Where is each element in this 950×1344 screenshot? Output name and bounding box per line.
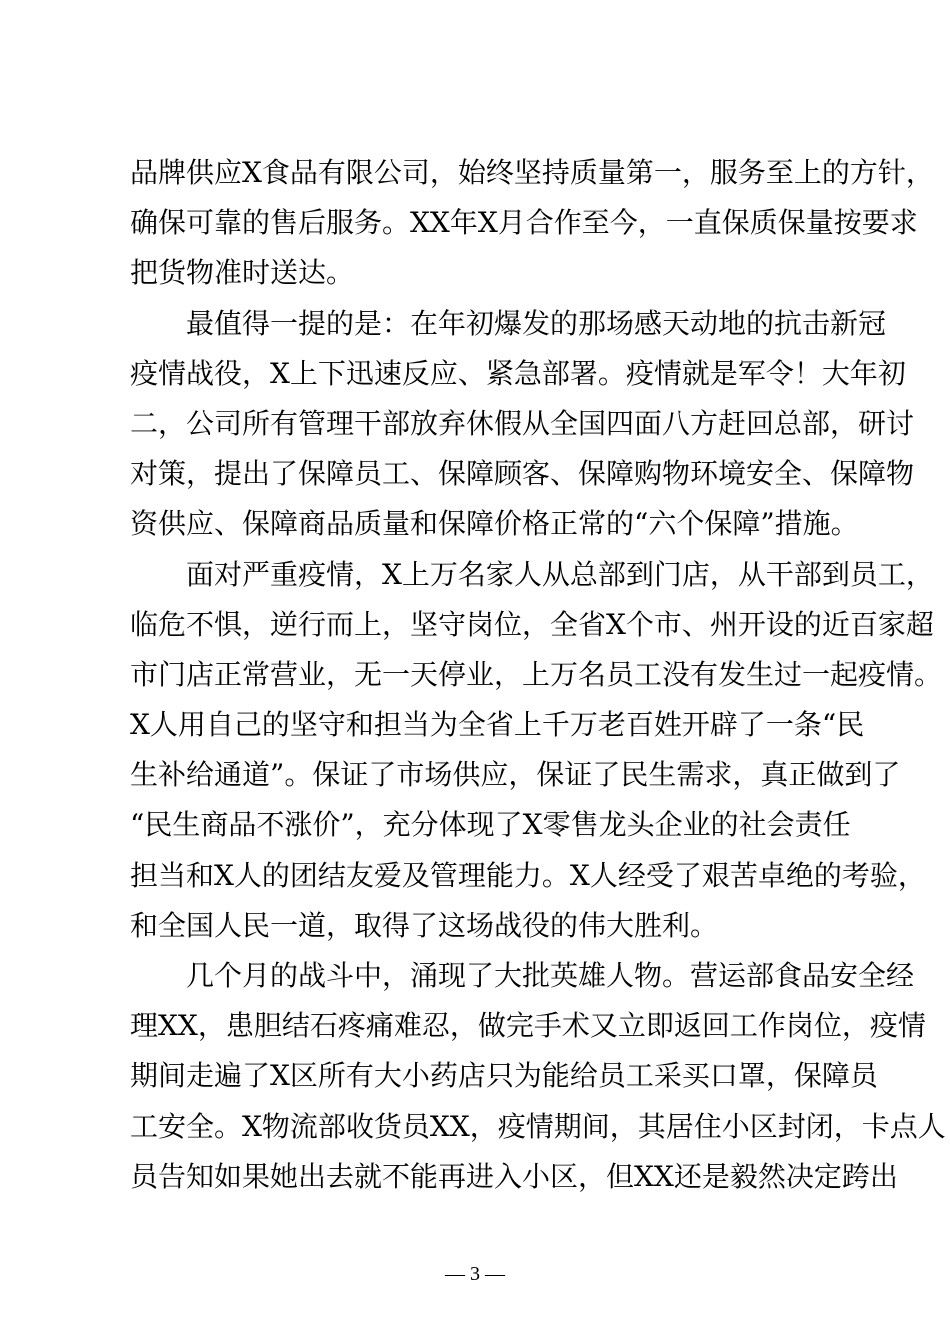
text-line: 二，公司所有管理干部放弃休假从全国四面八方赶回总部，研讨: [130, 406, 915, 440]
text-line: 工安全。X物流部收货员XX，疫情期间，其居住小区封闭，卡点人: [130, 1109, 946, 1143]
text-line: 临危不惧，逆行而上，坚守岗位，全省X个市、州开设的近百家超: [130, 607, 934, 641]
text-line: 对策，提出了保障员工、保障顾客、保障购物环境安全、保障物: [130, 457, 915, 491]
text-line: 和全国人民一道，取得了这场战役的伟大胜利。: [130, 908, 719, 942]
text-line: 生补给通道”。保证了市场供应，保证了民生需求，真正做到了: [130, 758, 901, 792]
text-line: 面对严重疫情，X上万名家人从总部到门店，从干部到员工，: [186, 557, 934, 591]
text-line: 确保可靠的售后服务。XX年X月合作至今，一直保质保量按要求: [130, 206, 918, 240]
text-line: 最值得一提的是：在年初爆发的那场感天动地的抗击新冠: [186, 306, 887, 340]
text-line: “民生商品不涨价”，充分体现了X零售龙头企业的社会责任: [130, 808, 851, 842]
text-line: 期间走遍了X区所有大小药店只为能给员工采买口罩，保障员: [130, 1059, 878, 1093]
body-text: [130, 148, 946, 1202]
text-line: 员告知如果她出去就不能再进入小区，但XX还是毅然决定跨出: [130, 1159, 898, 1193]
text-line: 理XX，患胆结石疼痛难忍，做完手术又立即返回工作岗位，疫情: [130, 1009, 926, 1043]
text-line: 资供应、保障商品质量和保障价格正常的“六个保障”措施。: [130, 507, 859, 541]
text-line: 品牌供应X食品有限公司，始终坚持质量第一，服务至上的方针，: [130, 156, 934, 189]
text-line: 几个月的战斗中，涌现了大批英雄人物。营运部食品安全经: [186, 959, 915, 992]
page-number: — 3 —: [445, 1263, 505, 1285]
text-line: X人用自己的坚守和担当为全省上千万老百姓开辟了一条“民: [130, 708, 865, 742]
text-line: 疫情战役，X上下迅速反应、紧急部署。疫情就是军令！大年初: [130, 356, 906, 390]
text-line: 市门店正常营业，无一天停业，上万名员工没有发生过一起疫情。: [130, 657, 943, 691]
text-line: 把货物准时送达。: [130, 256, 355, 290]
text-line: 担当和X人的团结友爱及管理能力。X人经受了艰苦卓绝的考验，: [130, 858, 926, 892]
